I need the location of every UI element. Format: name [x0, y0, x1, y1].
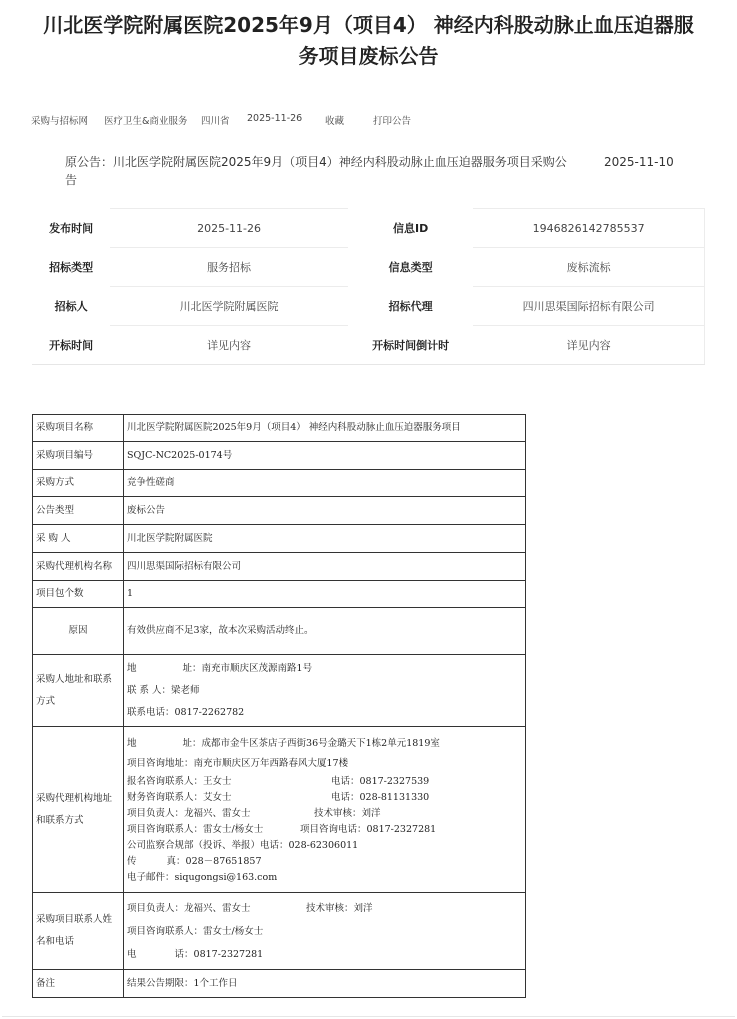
detail-label: 采购项目名称 — [33, 415, 124, 442]
info-row — [32, 287, 705, 326]
detail-label: 采购项目编号 — [33, 442, 124, 470]
agency-consult-address: 项目咨询地址：南充市顺庆区万年西路春风大厦17楼 — [127, 757, 349, 769]
detail-label: 项目包个数 — [33, 581, 124, 608]
meta-category: 医疗卫生&商业服务 — [104, 116, 188, 127]
info-label: 招标类型 — [49, 261, 94, 274]
info-value: 详见内容 — [473, 326, 704, 365]
consult-contact: 项目咨询联系人：雷女士/杨女士 — [127, 823, 264, 835]
detail-table — [32, 414, 526, 998]
detail-value: SQJC-NC2025-0174号 — [124, 442, 526, 470]
meta-region: 四川省 — [201, 116, 230, 127]
info-value: 服务招标 — [110, 248, 348, 287]
fax-key: 传 — [127, 855, 137, 867]
address-value: 成都市金牛区茶店子西街36号金璐天下1栋2单元1819室 — [201, 737, 440, 749]
meta-bar — [31, 113, 433, 127]
signup-contact: 报名咨询联系人：王女士 — [127, 775, 232, 787]
meta-source-link[interactable]: 采购与招标网 — [31, 116, 89, 127]
finance-phone: 电话：028-81131330 — [331, 791, 430, 803]
detail-row-packages — [33, 581, 526, 608]
project-consult-contact: 项目咨询联系人：雷女士/杨女士 — [127, 925, 264, 937]
page-title-line-2: 务项目废标公告 — [298, 44, 439, 68]
detail-row-buyer-contact — [33, 655, 526, 727]
info-value: 四川思渠国际招标有限公司 — [473, 287, 704, 326]
bottom-divider — [2, 1016, 735, 1017]
original-notice-link[interactable]: 原公告：川北医学院附属医院2025年9月（项目4）神经内科股动脉止血压迫器服务项目采购公告 — [65, 155, 567, 187]
detail-row-agency-contact — [33, 727, 526, 893]
address-key-suffix: 址： — [182, 737, 202, 749]
phone-key: 电 — [127, 948, 137, 960]
detail-row-project-name — [33, 415, 526, 442]
agency-supervision: 公司监察合规部（投诉、举报）电话：028-62306011 — [127, 839, 359, 851]
info-label: 招标人 — [54, 300, 88, 313]
detail-row-project-contact — [33, 893, 526, 970]
detail-value: 竞争性磋商 — [124, 470, 526, 497]
page-title-line-1: 川北医学院附属医院2025年9月（项目4） 神经内科股动脉止血压迫器服 — [43, 13, 694, 37]
detail-value — [124, 893, 526, 970]
detail-label: 采购方式 — [33, 470, 124, 497]
info-label: 信息类型 — [388, 261, 433, 274]
info-value: 2025-11-26 — [110, 209, 348, 248]
agency-email[interactable]: 电子邮件：siqugongsi@163.com — [127, 871, 278, 883]
address-key-suffix: 址： — [182, 662, 202, 674]
detail-value: 四川思渠国际招标有限公司 — [124, 553, 526, 581]
buyer-address — [127, 658, 522, 680]
project-leader: 项目负责人：龙福兴、雷女士 — [127, 902, 251, 914]
address-key: 地 — [127, 662, 137, 674]
agency-address — [127, 734, 522, 754]
info-label: 开标时间倒计时 — [348, 326, 473, 365]
print-button[interactable]: 打印公告 — [373, 116, 412, 127]
detail-label: 公告类型 — [33, 497, 124, 525]
phone-value: 0817-2327281 — [193, 948, 264, 960]
agency-fax — [127, 854, 522, 870]
info-row — [32, 248, 705, 287]
detail-row-buyer — [33, 525, 526, 553]
tech-review: 技术审核：刘洋 — [306, 902, 373, 914]
detail-label: 备注 — [33, 970, 124, 998]
favorite-button[interactable]: 收藏 — [325, 116, 345, 127]
detail-row-notice-type — [33, 497, 526, 525]
info-grid — [32, 208, 705, 365]
fax-key-suffix: 真： — [166, 855, 186, 867]
info-row — [32, 209, 705, 248]
info-row — [32, 326, 705, 365]
project-leader-line — [127, 897, 522, 920]
detail-row-agency — [33, 553, 526, 581]
project-phone — [127, 943, 522, 966]
phone-key-suffix: 话： — [174, 948, 194, 960]
buyer-phone: 联系电话：0817-2262782 — [127, 706, 245, 718]
consult-phone: 项目咨询电话：0817-2327281 — [300, 823, 437, 835]
detail-label: 原因 — [33, 608, 124, 655]
fax-value: 028－87651857 — [185, 855, 262, 867]
info-label: 信息ID — [392, 222, 429, 235]
info-value: 1946826142785537 — [473, 209, 704, 248]
info-label: 开标时间 — [32, 326, 110, 365]
detail-row-remark — [33, 970, 526, 998]
detail-row-project-no — [33, 442, 526, 470]
detail-label: 采 购 人 — [33, 525, 124, 553]
buyer-person: 联 系 人：梁老师 — [127, 684, 200, 696]
address-value: 南充市顺庆区茂源南路1号 — [201, 662, 313, 674]
detail-value — [124, 727, 526, 893]
agency-leader-line — [127, 806, 522, 822]
project-leader: 项目负责人：龙福兴、雷女士 — [127, 807, 251, 819]
agency-consult-line — [127, 822, 522, 838]
agency-finance-line — [127, 790, 522, 806]
address-key: 地 — [127, 737, 137, 749]
detail-row-method — [33, 470, 526, 497]
page-title — [0, 10, 737, 72]
meta-date: 2025-11-26 — [247, 113, 303, 124]
info-label: 发布时间 — [49, 222, 94, 235]
tech-review: 技术审核：刘洋 — [314, 807, 381, 819]
original-notice-date: 2025-11-10 — [604, 155, 674, 169]
detail-value: 废标公告 — [124, 497, 526, 525]
detail-label: 采购人地址和联系方式 — [33, 655, 124, 727]
detail-value: 结果公告期限：1个工作日 — [124, 970, 526, 998]
info-value: 川北医学院附属医院 — [110, 287, 348, 326]
info-value: 详见内容 — [110, 326, 348, 365]
info-label: 招标代理 — [388, 300, 433, 313]
detail-value: 川北医学院附属医院2025年9月（项目4） 神经内科股动脉止血压迫器服务项目 — [124, 415, 526, 442]
detail-label: 采购项目联系人姓名和电话 — [33, 893, 124, 970]
detail-value: 有效供应商不足3家，故本次采购活动终止。 — [124, 608, 526, 655]
finance-contact: 财务咨询联系人：艾女士 — [127, 791, 232, 803]
agency-signup-line — [127, 774, 522, 790]
info-value: 废标流标 — [473, 248, 704, 287]
detail-value: 1 — [124, 581, 526, 608]
detail-label: 采购代理机构地址和联系方式 — [33, 727, 124, 893]
signup-phone: 电话：0817-2327539 — [331, 775, 430, 787]
detail-label: 采购代理机构名称 — [33, 553, 124, 581]
detail-row-reason — [33, 608, 526, 655]
detail-value — [124, 655, 526, 727]
detail-value: 川北医学院附属医院 — [124, 525, 526, 553]
